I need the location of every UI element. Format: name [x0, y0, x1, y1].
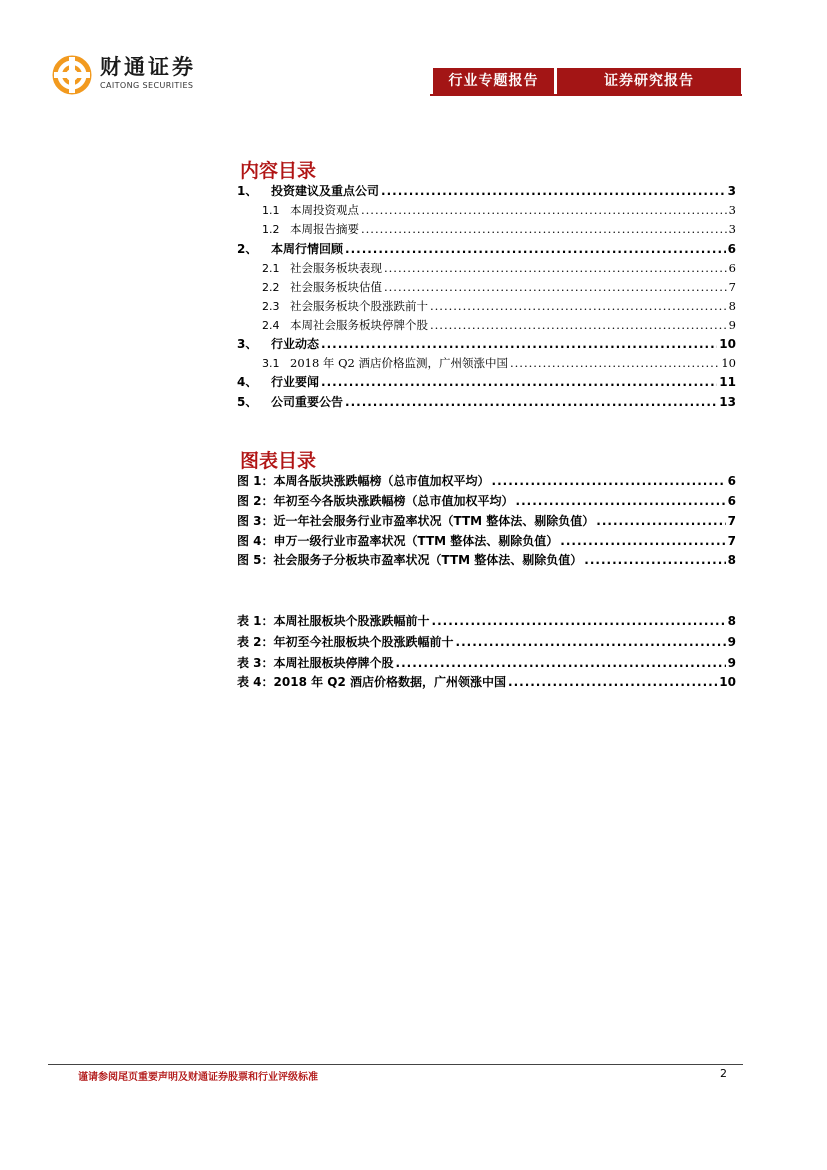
brand-name-en: CAITONG SECURITIES — [100, 81, 194, 90]
toc-entry-title: 投资建议及重点公司 — [271, 184, 380, 198]
toc-entry-title: 本周投资观点 — [290, 203, 359, 217]
toc-entry-number: 1、 — [237, 184, 258, 198]
table-entry[interactable] — [237, 633, 736, 652]
toc-leader-dots — [361, 201, 727, 220]
toc-entry[interactable] — [237, 182, 736, 201]
toc-entry[interactable] — [237, 335, 736, 354]
toc-entry-number: 2.3 — [262, 300, 280, 313]
toc-leader-dots — [430, 297, 727, 316]
toc-leader-dots — [396, 654, 726, 673]
toc-leader-dots — [508, 673, 717, 692]
toc-leader-dots — [516, 492, 726, 511]
caitong-logo-icon — [52, 55, 92, 95]
table-entry-label: 表 3：本周社服板块停牌个股 — [237, 656, 394, 670]
toc-entry-number: 1.1 — [262, 204, 280, 217]
toc-entry-page: 13 — [719, 395, 736, 409]
toc-leader-dots — [345, 393, 717, 412]
toc-entry-number: 5、 — [237, 395, 258, 409]
toc-entry-title: 公司重要公告 — [271, 395, 344, 409]
report-category-tab: 证券研究报告 — [557, 68, 741, 94]
table-entry[interactable] — [237, 654, 736, 673]
footer-divider — [48, 1064, 743, 1065]
toc-leader-dots — [381, 182, 726, 201]
toc-entry[interactable] — [237, 240, 736, 259]
toc-leader-dots — [432, 612, 726, 631]
figure-entry[interactable] — [237, 532, 736, 551]
toc-entry-page: 3 — [728, 222, 736, 236]
toc-entry-page: 3 — [727, 184, 736, 198]
figure-entry-label: 图 5：社会服务子分板块市盈率状况（TTM 整体法、剔除负值） — [237, 553, 583, 567]
toc-entry[interactable] — [262, 220, 736, 239]
figure-entry[interactable] — [237, 472, 736, 491]
toc-title: 内容目录 — [240, 160, 317, 182]
table-entry[interactable] — [237, 673, 736, 692]
figure-entry-label: 图 1：本周各版块涨跌幅榜（总市值加权平均） — [237, 474, 490, 488]
toc-leader-dots — [456, 633, 726, 652]
toc-leader-dots — [596, 512, 725, 531]
figure-entry-label: 图 4：申万一级行业市盈率状况（TTM 整体法、剔除负值） — [237, 534, 559, 548]
toc-entry-number: 2、 — [237, 242, 258, 256]
table-entry[interactable] — [237, 612, 736, 631]
toc-entry[interactable] — [262, 201, 736, 220]
figure-entry-page: 6 — [727, 494, 736, 508]
report-type-tab: 行业专题报告 — [433, 68, 554, 94]
figures-title: 图表目录 — [240, 450, 317, 472]
toc-entry-number: 4、 — [237, 375, 258, 389]
toc-entry-title: 本周社会服务板块停牌个股 — [290, 318, 428, 332]
toc-entry-page: 7 — [728, 280, 736, 294]
page-number: 2 — [720, 1067, 727, 1080]
figure-entry-page: 6 — [727, 474, 736, 488]
toc-leader-dots — [510, 354, 719, 373]
toc-entry-number: 2.4 — [262, 319, 280, 332]
toc-leader-dots — [321, 335, 717, 354]
table-entry-label: 表 2：年初至今社服板块个股涨跌幅前十 — [237, 635, 454, 649]
figure-entry[interactable] — [237, 492, 736, 511]
toc-entry-number: 3、 — [237, 337, 258, 351]
toc-entry-title: 社会服务板块估值 — [290, 280, 382, 294]
toc-entry-page: 3 — [728, 203, 736, 217]
toc-entry-title: 社会服务板块表现 — [290, 261, 382, 275]
figure-entry[interactable] — [237, 512, 736, 531]
toc-entry-title: 行业要闻 — [271, 375, 320, 389]
toc-entry[interactable] — [262, 259, 736, 278]
toc-entry-title: 本周报告摘要 — [290, 222, 359, 236]
table-entry-page: 10 — [719, 675, 736, 689]
toc-entry-number: 2.2 — [262, 281, 280, 294]
toc-entry-page: 11 — [719, 375, 736, 389]
toc-entry[interactable] — [262, 278, 736, 297]
toc-entry-title: 本周行情回顾 — [271, 242, 344, 256]
table-entry-page: 9 — [727, 635, 736, 649]
toc-leader-dots — [560, 532, 725, 551]
toc-entry-page: 10 — [721, 356, 736, 370]
table-entry-page: 9 — [727, 656, 736, 670]
toc-entry-title: 社会服务板块个股涨跌前十 — [290, 299, 428, 313]
toc-entry-page: 6 — [727, 242, 736, 256]
toc-entry-page: 9 — [728, 318, 736, 332]
table-entry-page: 8 — [727, 614, 736, 628]
toc-entry[interactable] — [262, 354, 736, 373]
toc-entry-number: 2.1 — [262, 262, 280, 275]
figure-entry-page: 7 — [727, 534, 736, 548]
toc-entry-number: 3.1 — [262, 357, 280, 370]
figure-entry-page: 8 — [727, 553, 736, 567]
toc-leader-dots — [430, 316, 727, 335]
toc-entry-page: 6 — [728, 261, 736, 275]
table-entry-label: 表 1：本周社服板块个股涨跌幅前十 — [237, 614, 430, 628]
toc-leader-dots — [361, 220, 727, 239]
toc-leader-dots — [492, 472, 726, 491]
figure-entry-page: 7 — [727, 514, 736, 528]
toc-entry[interactable] — [237, 393, 736, 412]
toc-entry-title: 行业动态 — [271, 337, 320, 351]
toc-leader-dots — [384, 259, 727, 278]
toc-leader-dots — [321, 373, 717, 392]
figure-entry-label: 图 2：年初至今各版块涨跌幅榜（总市值加权平均） — [237, 494, 514, 508]
toc-entry-title: 2018 年 Q2 酒店价格监测，广州领涨中国 — [290, 356, 508, 370]
toc-leader-dots — [345, 240, 726, 259]
toc-entry-page: 8 — [728, 299, 736, 313]
toc-leader-dots — [584, 551, 725, 570]
toc-entry[interactable] — [262, 297, 736, 316]
brand-name-cn: 财通证券 — [100, 55, 196, 79]
toc-leader-dots — [384, 278, 727, 297]
toc-entry-page: 10 — [719, 337, 736, 351]
toc-entry[interactable] — [262, 316, 736, 335]
figure-entry-label: 图 3：近一年社会服务行业市盈率状况（TTM 整体法、剔除负值） — [237, 514, 595, 528]
toc-entry[interactable] — [237, 373, 736, 392]
table-entry-label: 表 4：2018 年 Q2 酒店价格数据，广州领涨中国 — [237, 675, 507, 689]
toc-entry-number: 1.2 — [262, 223, 280, 236]
header-divider — [430, 94, 742, 96]
figure-entry[interactable] — [237, 551, 736, 570]
footer-disclaimer: 谨请参阅尾页重要声明及财通证券股票和行业评级标准 — [78, 1072, 318, 1083]
